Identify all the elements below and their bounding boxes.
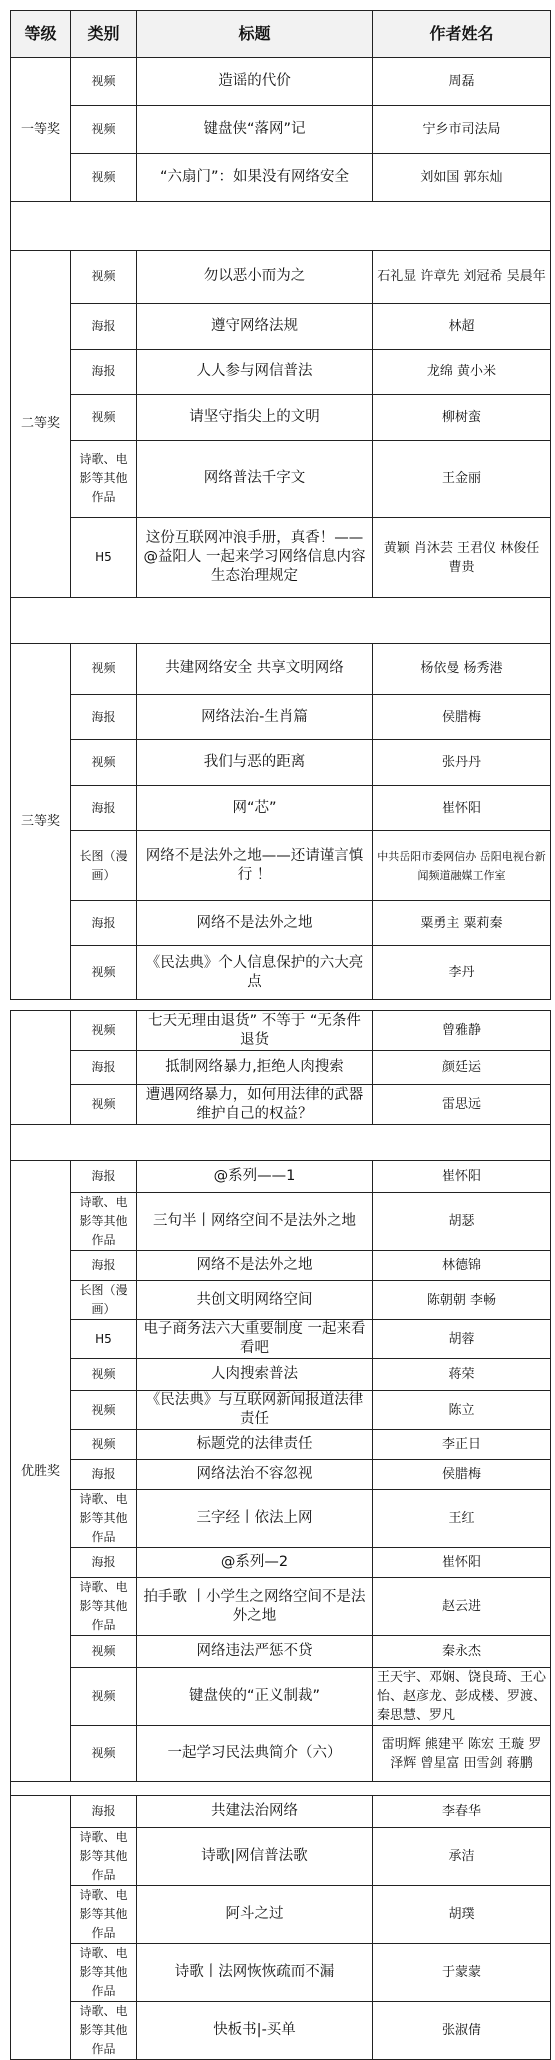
table-row [11, 304, 551, 350]
cell-author: 周磊 [373, 57, 551, 105]
cell-category: 视频 [71, 1430, 137, 1460]
cell-category: 海报 [71, 900, 137, 946]
cell-title: 快板书|-买单 [137, 2002, 373, 2060]
cell-category: 海报 [71, 694, 137, 740]
cell-category: 视频 [71, 1011, 137, 1051]
cell-title: 网络普法千字文 [137, 440, 373, 518]
cell-title: 三字经丨依法上网 [137, 1490, 373, 1548]
cell-author: 粟勇主 粟莉秦 [373, 900, 551, 946]
table-row [11, 250, 551, 304]
cell-author: 王金丽 [373, 440, 551, 518]
cell-category: 海报 [71, 1796, 137, 1828]
grade-third: 三等奖 [11, 643, 71, 999]
cell-title: 一起学习民法典简介（六） [137, 1726, 373, 1782]
table-row [11, 1636, 551, 1668]
awards-table-part-1 [10, 10, 551, 1000]
table-row [11, 1251, 551, 1281]
cell-author: 侯腊梅 [373, 1460, 551, 1490]
table-row [11, 1668, 551, 1726]
table-row [11, 1726, 551, 1782]
table-row [11, 395, 551, 441]
cell-title: 造谣的代价 [137, 57, 373, 105]
cell-title: 共创文明网络空间 [137, 1281, 373, 1320]
cell-category: 诗歌、电影等其他作品 [71, 2002, 137, 2060]
cell-author: 张淑倩 [373, 2002, 551, 2060]
cell-author: 崔怀阳 [373, 1161, 551, 1193]
cell-author: 黄颖 肖沐芸 王君仪 林俊任 曹贵 [373, 518, 551, 598]
cell-title: 《民法典》个人信息保护的六大亮点 [137, 946, 373, 1000]
cell-author: 于蒙蒙 [373, 1944, 551, 2002]
header-row [11, 11, 551, 58]
table-row [11, 1578, 551, 1636]
cell-author: 承洁 [373, 1828, 551, 1886]
spacer-cell [11, 598, 551, 644]
cell-title: 请坚守指尖上的文明 [137, 395, 373, 441]
header-grade: 等级 [11, 11, 71, 58]
cell-category: 视频 [71, 395, 137, 441]
table-row [11, 349, 551, 395]
cell-category: 视频 [71, 1726, 137, 1782]
cell-author: 胡璞 [373, 1886, 551, 1944]
header-author: 作者姓名 [373, 11, 551, 58]
table-row [11, 694, 551, 740]
table-row [11, 1281, 551, 1320]
cell-category: 视频 [71, 1391, 137, 1430]
cell-author: 柳树蛮 [373, 395, 551, 441]
cell-title: 这份互联网冲浪手册，真香！——@益阳人 一起来学习网络信息内容生态治理规定 [137, 518, 373, 598]
spacer-row [11, 598, 551, 644]
cell-author: 李春华 [373, 1796, 551, 1828]
cell-author: 秦永杰 [373, 1636, 551, 1668]
cell-category: 诗歌、电影等其他作品 [71, 1193, 137, 1251]
table-row [11, 1193, 551, 1251]
cell-author: 雷思远 [373, 1085, 551, 1125]
cell-author: 李正日 [373, 1430, 551, 1460]
cell-category: H5 [71, 1320, 137, 1359]
spacer-row [11, 1125, 551, 1161]
cell-title: 遭遇网络暴力，如何用法律的武器维护自己的权益？ [137, 1085, 373, 1125]
cell-author: 胡瑟 [373, 1193, 551, 1251]
cell-category: 诗歌、电影等其他作品 [71, 1886, 137, 1944]
table-row [11, 57, 551, 105]
spacer-row [11, 1782, 551, 1796]
cell-title: 网络法治不容忽视 [137, 1460, 373, 1490]
table-row [11, 518, 551, 598]
cell-author: 石礼显 许章先 刘冠希 吴晨年 [373, 250, 551, 304]
grade-continued [11, 1011, 71, 1125]
cell-title: 遵守网络法规 [137, 304, 373, 350]
table-row [11, 1391, 551, 1430]
cell-category: 视频 [71, 946, 137, 1000]
spacer-cell [11, 202, 551, 250]
table-row [11, 1796, 551, 1828]
cell-title: 共建法治网络 [137, 1796, 373, 1828]
cell-title: 网“芯” [137, 785, 373, 831]
cell-title: @系列—2 [137, 1548, 373, 1578]
cell-category: 视频 [71, 740, 137, 786]
cell-author: 宁乡市司法局 [373, 106, 551, 154]
cell-title: “六扇门”：如果没有网络安全 [137, 154, 373, 202]
cell-title: 人肉搜索普法 [137, 1359, 373, 1391]
cell-author: 陈朝朝 李畅 [373, 1281, 551, 1320]
cell-author: 李丹 [373, 946, 551, 1000]
cell-category: 海报 [71, 1251, 137, 1281]
table-row [11, 1460, 551, 1490]
cell-title: 三句半丨网络空间不是法外之地 [137, 1193, 373, 1251]
cell-category: 诗歌、电影等其他作品 [71, 440, 137, 518]
cell-title: 勿以恶小而为之 [137, 250, 373, 304]
cell-title: 标题党的法律责任 [137, 1430, 373, 1460]
table-row [11, 1548, 551, 1578]
cell-author: 林德锦 [373, 1251, 551, 1281]
cell-title: 共建网络安全 共享文明网络 [137, 643, 373, 694]
table-row [11, 946, 551, 1000]
cell-author: 颜廷运 [373, 1051, 551, 1085]
grade-continued [11, 1796, 71, 2060]
cell-category: 视频 [71, 57, 137, 105]
cell-category: 海报 [71, 349, 137, 395]
cell-category: 长图（漫画） [71, 831, 137, 901]
cell-author: 杨依曼 杨秀港 [373, 643, 551, 694]
cell-title: 诗歌|网信普法歌 [137, 1828, 373, 1886]
cell-category: 海报 [71, 785, 137, 831]
cell-category: 诗歌、电影等其他作品 [71, 1578, 137, 1636]
spacer-row [11, 202, 551, 250]
header-category: 类别 [71, 11, 137, 58]
cell-author: 陈立 [373, 1391, 551, 1430]
cell-category: 海报 [71, 1460, 137, 1490]
cell-author: 崔怀阳 [373, 785, 551, 831]
cell-author: 龙绵 黄小米 [373, 349, 551, 395]
cell-category: 诗歌、电影等其他作品 [71, 1490, 137, 1548]
cell-category: 海报 [71, 1051, 137, 1085]
cell-title: 网络不是法外之地——还请谨言慎行 ！ [137, 831, 373, 901]
table-row [11, 1051, 551, 1085]
cell-title: 七天无理由退货” 不等于 “无条件退货 [137, 1011, 373, 1051]
cell-author: 张丹丹 [373, 740, 551, 786]
cell-title: 拍手歌 丨小学生之网络空间不是法外之地 [137, 1578, 373, 1636]
cell-category: 诗歌、电影等其他作品 [71, 1944, 137, 2002]
cell-title: 抵制网络暴力,拒绝人肉搜索 [137, 1051, 373, 1085]
table-row [11, 1359, 551, 1391]
table-row [11, 1490, 551, 1548]
table-row [11, 740, 551, 786]
cell-author: 赵云进 [373, 1578, 551, 1636]
cell-category: 海报 [71, 304, 137, 350]
cell-author: 中共岳阳市委网信办 岳阳电视台新闻频道融媒工作室 [373, 831, 551, 901]
cell-title: 《民法典》与互联网新闻报道法律责任 [137, 1391, 373, 1430]
awards-table-part-2 [10, 1010, 551, 2060]
cell-title: 键盘侠“落网”记 [137, 106, 373, 154]
cell-category: H5 [71, 518, 137, 598]
table-row [11, 154, 551, 202]
cell-title: 网络法治-生肖篇 [137, 694, 373, 740]
cell-title: 阿斗之过 [137, 1886, 373, 1944]
table-row [11, 831, 551, 901]
grade-first: 一等奖 [11, 57, 71, 202]
cell-title: 电子商务法六大重要制度 一起来看看吧 [137, 1320, 373, 1359]
table-row [11, 785, 551, 831]
table-row [11, 1011, 551, 1051]
cell-author: 曾雅静 [373, 1011, 551, 1051]
cell-author: 蒋荣 [373, 1359, 551, 1391]
table-row [11, 1430, 551, 1460]
cell-author: 崔怀阳 [373, 1548, 551, 1578]
cell-author: 刘如国 郭东灿 [373, 154, 551, 202]
cell-title: @系列——1 [137, 1161, 373, 1193]
grade-second: 二等奖 [11, 250, 71, 598]
cell-author: 林超 [373, 304, 551, 350]
cell-author: 王天宇、邓娴、饶良琦、王心怡、赵彦龙、彭成楼、罗渡、秦思慧、罗凡 [373, 1668, 551, 1726]
cell-title: 我们与恶的距离 [137, 740, 373, 786]
table-row [11, 1085, 551, 1125]
cell-category: 视频 [71, 1668, 137, 1726]
grade-excellent: 优胜奖 [11, 1161, 71, 1782]
cell-category: 视频 [71, 1636, 137, 1668]
table-row [11, 1886, 551, 1944]
cell-category: 视频 [71, 1359, 137, 1391]
table-row [11, 440, 551, 518]
table-row [11, 643, 551, 694]
cell-title: 人人参与网信普法 [137, 349, 373, 395]
cell-category: 海报 [71, 1548, 137, 1578]
table-row [11, 900, 551, 946]
cell-category: 海报 [71, 1161, 137, 1193]
cell-category: 长图（漫画） [71, 1281, 137, 1320]
table-row [11, 1320, 551, 1359]
table-row [11, 106, 551, 154]
cell-author: 侯腊梅 [373, 694, 551, 740]
cell-title: 诗歌丨法网恢恢疏而不漏 [137, 1944, 373, 2002]
cell-category: 视频 [71, 643, 137, 694]
table-row [11, 1161, 551, 1193]
cell-author: 雷明辉 熊建平 陈宏 王璇 罗泽辉 曾星富 田雪剑 蒋鹏 [373, 1726, 551, 1782]
cell-category: 诗歌、电影等其他作品 [71, 1828, 137, 1886]
spacer-cell [11, 1782, 551, 1796]
cell-title: 网络不是法外之地 [137, 900, 373, 946]
table-row [11, 2002, 551, 2060]
table-row [11, 1944, 551, 2002]
header-title: 标题 [137, 11, 373, 58]
cell-category: 视频 [71, 154, 137, 202]
table-row [11, 1828, 551, 1886]
cell-category: 视频 [71, 106, 137, 154]
cell-author: 胡蓉 [373, 1320, 551, 1359]
spacer-cell [11, 1125, 551, 1161]
cell-category: 视频 [71, 250, 137, 304]
cell-title: 网络违法严惩不贷 [137, 1636, 373, 1668]
cell-author: 王红 [373, 1490, 551, 1548]
cell-title: 键盘侠的“正义制裁” [137, 1668, 373, 1726]
cell-category: 视频 [71, 1085, 137, 1125]
cell-title: 网络不是法外之地 [137, 1251, 373, 1281]
